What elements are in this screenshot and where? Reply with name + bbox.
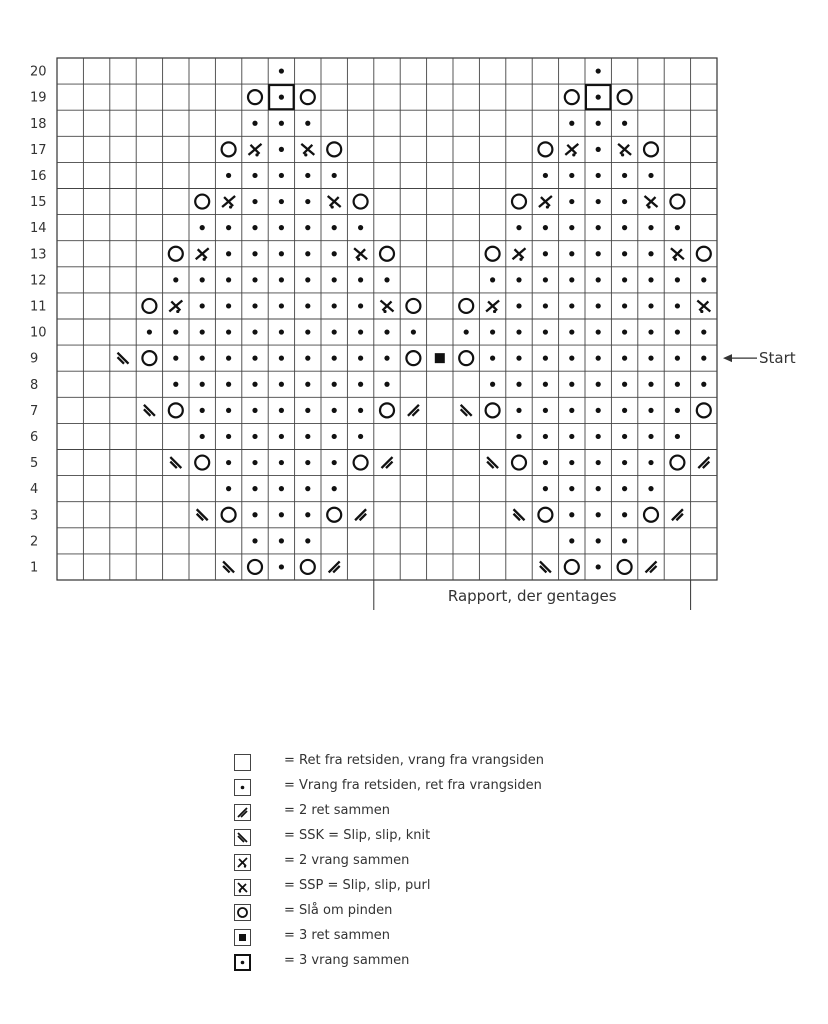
purl-dot [305,251,310,256]
ssp-dot [331,205,334,208]
purl-dot [252,199,257,204]
purl-dot [226,382,231,387]
dot-square-icon [234,779,251,796]
purl-dot [200,434,205,439]
legend-text: = 2 ret sammen [284,803,391,818]
legend-text: = Ret fra retsiden, vrang fra vrangsiden [284,753,545,768]
purl-dot [252,538,257,543]
purl-dot [596,538,601,543]
purl-dot [569,408,574,413]
legend-text: = 3 ret sammen [284,928,391,943]
purl-dot [279,486,284,491]
legend-row-p2tog [234,852,410,872]
purl-dot [358,277,363,282]
purl-dot [252,277,257,282]
ssp-dot [383,310,386,313]
purl-dot [569,199,574,204]
purl-dot [279,538,284,543]
purl-dot [226,356,231,361]
purl-dot [569,277,574,282]
purl-dot [173,329,178,334]
purl-dot [411,329,416,334]
purl-dot [516,382,521,387]
purl-dot [596,512,601,517]
purl-dot [596,277,601,282]
row-number: 20 [30,64,47,80]
purl-dot [516,303,521,308]
purl-dot [200,329,205,334]
purl-dot [622,251,627,256]
purl-dot [622,512,627,517]
purl-dot [490,277,495,282]
purl-dot [332,173,337,178]
purl-dot [252,251,257,256]
purl-dot [358,408,363,413]
purl-dot [543,303,548,308]
legend-text: = Slå om pinden [284,903,393,918]
purl-dot [569,382,574,387]
purl-dot [596,434,601,439]
purl-dot [147,329,152,334]
purl-dot [596,303,601,308]
purl-dot [648,277,653,282]
row-number: 5 [30,456,39,472]
purl-dot [543,173,548,178]
row-number: 1 [30,560,39,576]
purl-dot [200,225,205,230]
purl-dot [543,329,548,334]
ssp-dot [304,153,307,156]
purl-dot [569,225,574,230]
purl-dot [305,225,310,230]
purl-dot [305,382,310,387]
purl-dot [226,251,231,256]
purl-dot [675,303,680,308]
purl-dot [569,173,574,178]
purl-dot [569,460,574,465]
purl-dot [569,251,574,256]
legend-row-ssp [234,877,431,897]
bold-dot-square-icon [234,954,251,971]
purl-dot [173,356,178,361]
p2tog-dot [255,153,258,156]
purl-dot [596,329,601,334]
p2tog-dot [519,258,522,261]
purl-dot [596,486,601,491]
purl-dot [252,512,257,517]
purl-dot [252,121,257,126]
purl-dot [200,382,205,387]
row-number: 8 [30,377,39,393]
purl-dot [675,434,680,439]
purl-dot [358,225,363,230]
purl-dot [173,382,178,387]
purl-dot [226,225,231,230]
p2tog-dot [546,205,549,208]
purl-dot [622,434,627,439]
purl-dot [569,329,574,334]
row-number: 6 [30,429,39,445]
purl-dot [543,460,548,465]
purl-dot [701,329,706,334]
legend-text: = SSP = Slip, slip, purl [284,878,431,893]
purl-dot [279,382,284,387]
legend-row-knit [234,752,545,772]
purl-dot [226,460,231,465]
purl-dot [279,564,284,569]
purl-dot [384,277,389,282]
purl-dot [516,329,521,334]
repeat-label: Rapport, der gentages [447,587,617,605]
purl-dot [543,225,548,230]
purl-dot [252,408,257,413]
row-number: 19 [30,90,47,106]
purl-dot [622,199,627,204]
purl-dot [279,121,284,126]
purl-dot [200,408,205,413]
purl-dot [516,356,521,361]
purl-dot [648,225,653,230]
purl-dot [648,460,653,465]
purl-dot [305,434,310,439]
purl-dot [701,277,706,282]
purl-dot [384,329,389,334]
row-number: 15 [30,195,47,211]
purl-dot [543,434,548,439]
p2tog-dot [229,205,232,208]
row-number: 2 [30,534,39,550]
purl-dot [675,329,680,334]
purl-dot [279,95,284,100]
purl-dot [648,356,653,361]
purl-dot [200,277,205,282]
purl-dot [596,95,601,100]
purl-dot [332,277,337,282]
purl-dot [252,460,257,465]
row-number: 17 [30,142,47,158]
purl-dot [596,225,601,230]
purl-dot [252,225,257,230]
purl-dot [490,382,495,387]
purl-dot [226,173,231,178]
row-number: 4 [30,482,39,498]
purl-dot [648,486,653,491]
purl-dot [675,382,680,387]
k2tog-icon [234,804,251,821]
purl-dot [305,486,310,491]
purl-dot [279,251,284,256]
purl-dot [279,329,284,334]
purl-dot [543,382,548,387]
purl-dot [332,303,337,308]
ssp-dot [647,205,650,208]
purl-dot [226,303,231,308]
purl-dot [305,408,310,413]
purl-dot [622,382,627,387]
purl-dot [516,408,521,413]
purl-dot [543,277,548,282]
k3tog-square [435,353,445,363]
purl-dot [701,356,706,361]
purl-dot [648,251,653,256]
row-number: 3 [30,508,39,524]
legend-row-k2tog [234,802,391,822]
purl-dot [332,486,337,491]
purl-dot [332,356,337,361]
purl-dot [358,382,363,387]
purl-dot [675,356,680,361]
purl-dot [332,382,337,387]
legend-text: = 2 vrang sammen [284,853,410,868]
purl-dot [305,460,310,465]
purl-dot [622,329,627,334]
p2tog-dot [493,310,496,313]
ssp-dot [700,310,703,313]
purl-dot [596,173,601,178]
purl-dot [622,121,627,126]
purl-dot [226,329,231,334]
purl-dot [279,68,284,73]
empty-square-icon [234,754,251,771]
purl-dot [543,408,548,413]
purl-dot [569,121,574,126]
start-arrow-head [723,354,732,362]
purl-dot [596,382,601,387]
purl-dot [384,382,389,387]
purl-dot [279,199,284,204]
purl-dot [332,434,337,439]
purl-dot [279,173,284,178]
purl-dot [622,460,627,465]
purl-dot [226,434,231,439]
purl-dot [332,408,337,413]
purl-dot [252,486,257,491]
purl-dot [332,329,337,334]
row-number: 7 [30,403,39,419]
purl-dot [252,434,257,439]
purl-dot [226,408,231,413]
purl-dot [596,68,601,73]
purl-dot [569,356,574,361]
legend-row-yarn-over [234,902,393,922]
p2tog-icon [234,854,251,871]
legend-text: = 3 vrang sammen [284,953,410,968]
purl-dot [543,486,548,491]
yarn-over-icon [234,904,251,921]
purl-dot [648,173,653,178]
purl-dot [596,564,601,569]
purl-dot [622,486,627,491]
purl-dot [252,382,257,387]
purl-dot [305,538,310,543]
purl-dot [648,382,653,387]
purl-dot [464,329,469,334]
row-number: 10 [30,325,47,341]
purl-dot [305,277,310,282]
purl-dot [648,408,653,413]
row-number: 16 [30,168,47,184]
purl-dot [252,173,257,178]
purl-dot [200,303,205,308]
ssp-dot [357,258,360,261]
legend-row-p3tog [234,952,410,972]
purl-dot [622,356,627,361]
purl-dot [173,277,178,282]
purl-dot [596,356,601,361]
purl-dot [305,512,310,517]
ssk-icon [234,829,251,846]
purl-dot [648,329,653,334]
purl-dot [200,356,205,361]
row-number: 18 [30,116,47,132]
purl-dot [279,225,284,230]
purl-dot [490,356,495,361]
legend-row-ssk [234,827,431,847]
row-number: 12 [30,273,47,289]
row-number: 13 [30,247,47,263]
row-number: 11 [30,299,47,315]
purl-dot [569,303,574,308]
purl-dot [279,277,284,282]
purl-dot [516,225,521,230]
ssp-dot [674,258,677,261]
purl-dot [332,251,337,256]
purl-dot [701,382,706,387]
purl-dot [622,303,627,308]
purl-dot [648,303,653,308]
purl-dot [305,356,310,361]
start-label: Start [759,349,796,368]
purl-dot [279,460,284,465]
purl-dot [252,303,257,308]
ssp-dot [621,153,624,156]
purl-dot [226,486,231,491]
p2tog-dot [203,258,206,261]
purl-dot [648,434,653,439]
row-number: 9 [30,351,39,367]
purl-dot [543,356,548,361]
purl-dot [332,460,337,465]
purl-dot [596,460,601,465]
purl-dot [569,538,574,543]
purl-dot [622,173,627,178]
purl-dot [305,121,310,126]
purl-dot [622,225,627,230]
purl-dot [305,173,310,178]
purl-dot [622,408,627,413]
purl-dot [490,329,495,334]
purl-dot [305,303,310,308]
legend-row-k3tog [234,927,391,947]
purl-dot [279,303,284,308]
purl-dot [279,512,284,517]
legend-row-purl [234,777,542,797]
purl-dot [596,199,601,204]
p2tog-dot [176,310,179,313]
purl-dot [675,277,680,282]
purl-dot [358,303,363,308]
purl-dot [384,356,389,361]
purl-dot [358,329,363,334]
purl-dot [543,251,548,256]
purl-dot [596,147,601,152]
purl-dot [675,408,680,413]
legend-text: = SSK = Slip, slip, knit [284,828,431,843]
purl-dot [569,434,574,439]
purl-dot [596,121,601,126]
purl-dot [675,225,680,230]
purl-dot [622,277,627,282]
purl-dot [279,356,284,361]
p2tog-dot [572,153,575,156]
ssp-icon [234,879,251,896]
purl-dot [516,434,521,439]
purl-dot [596,408,601,413]
purl-dot [596,251,601,256]
purl-dot [358,356,363,361]
purl-dot [305,199,310,204]
row-number: 14 [30,221,47,237]
purl-dot [622,538,627,543]
purl-dot [279,408,284,413]
purl-dot [252,329,257,334]
purl-dot [516,277,521,282]
purl-dot [226,277,231,282]
purl-dot [332,225,337,230]
purl-dot [569,486,574,491]
filled-square-icon [234,929,251,946]
legend-text: = Vrang fra retsiden, ret fra vrangsiden [284,778,542,793]
purl-dot [252,356,257,361]
purl-dot [358,434,363,439]
purl-dot [279,434,284,439]
purl-dot [305,329,310,334]
purl-dot [279,147,284,152]
purl-dot [569,512,574,517]
